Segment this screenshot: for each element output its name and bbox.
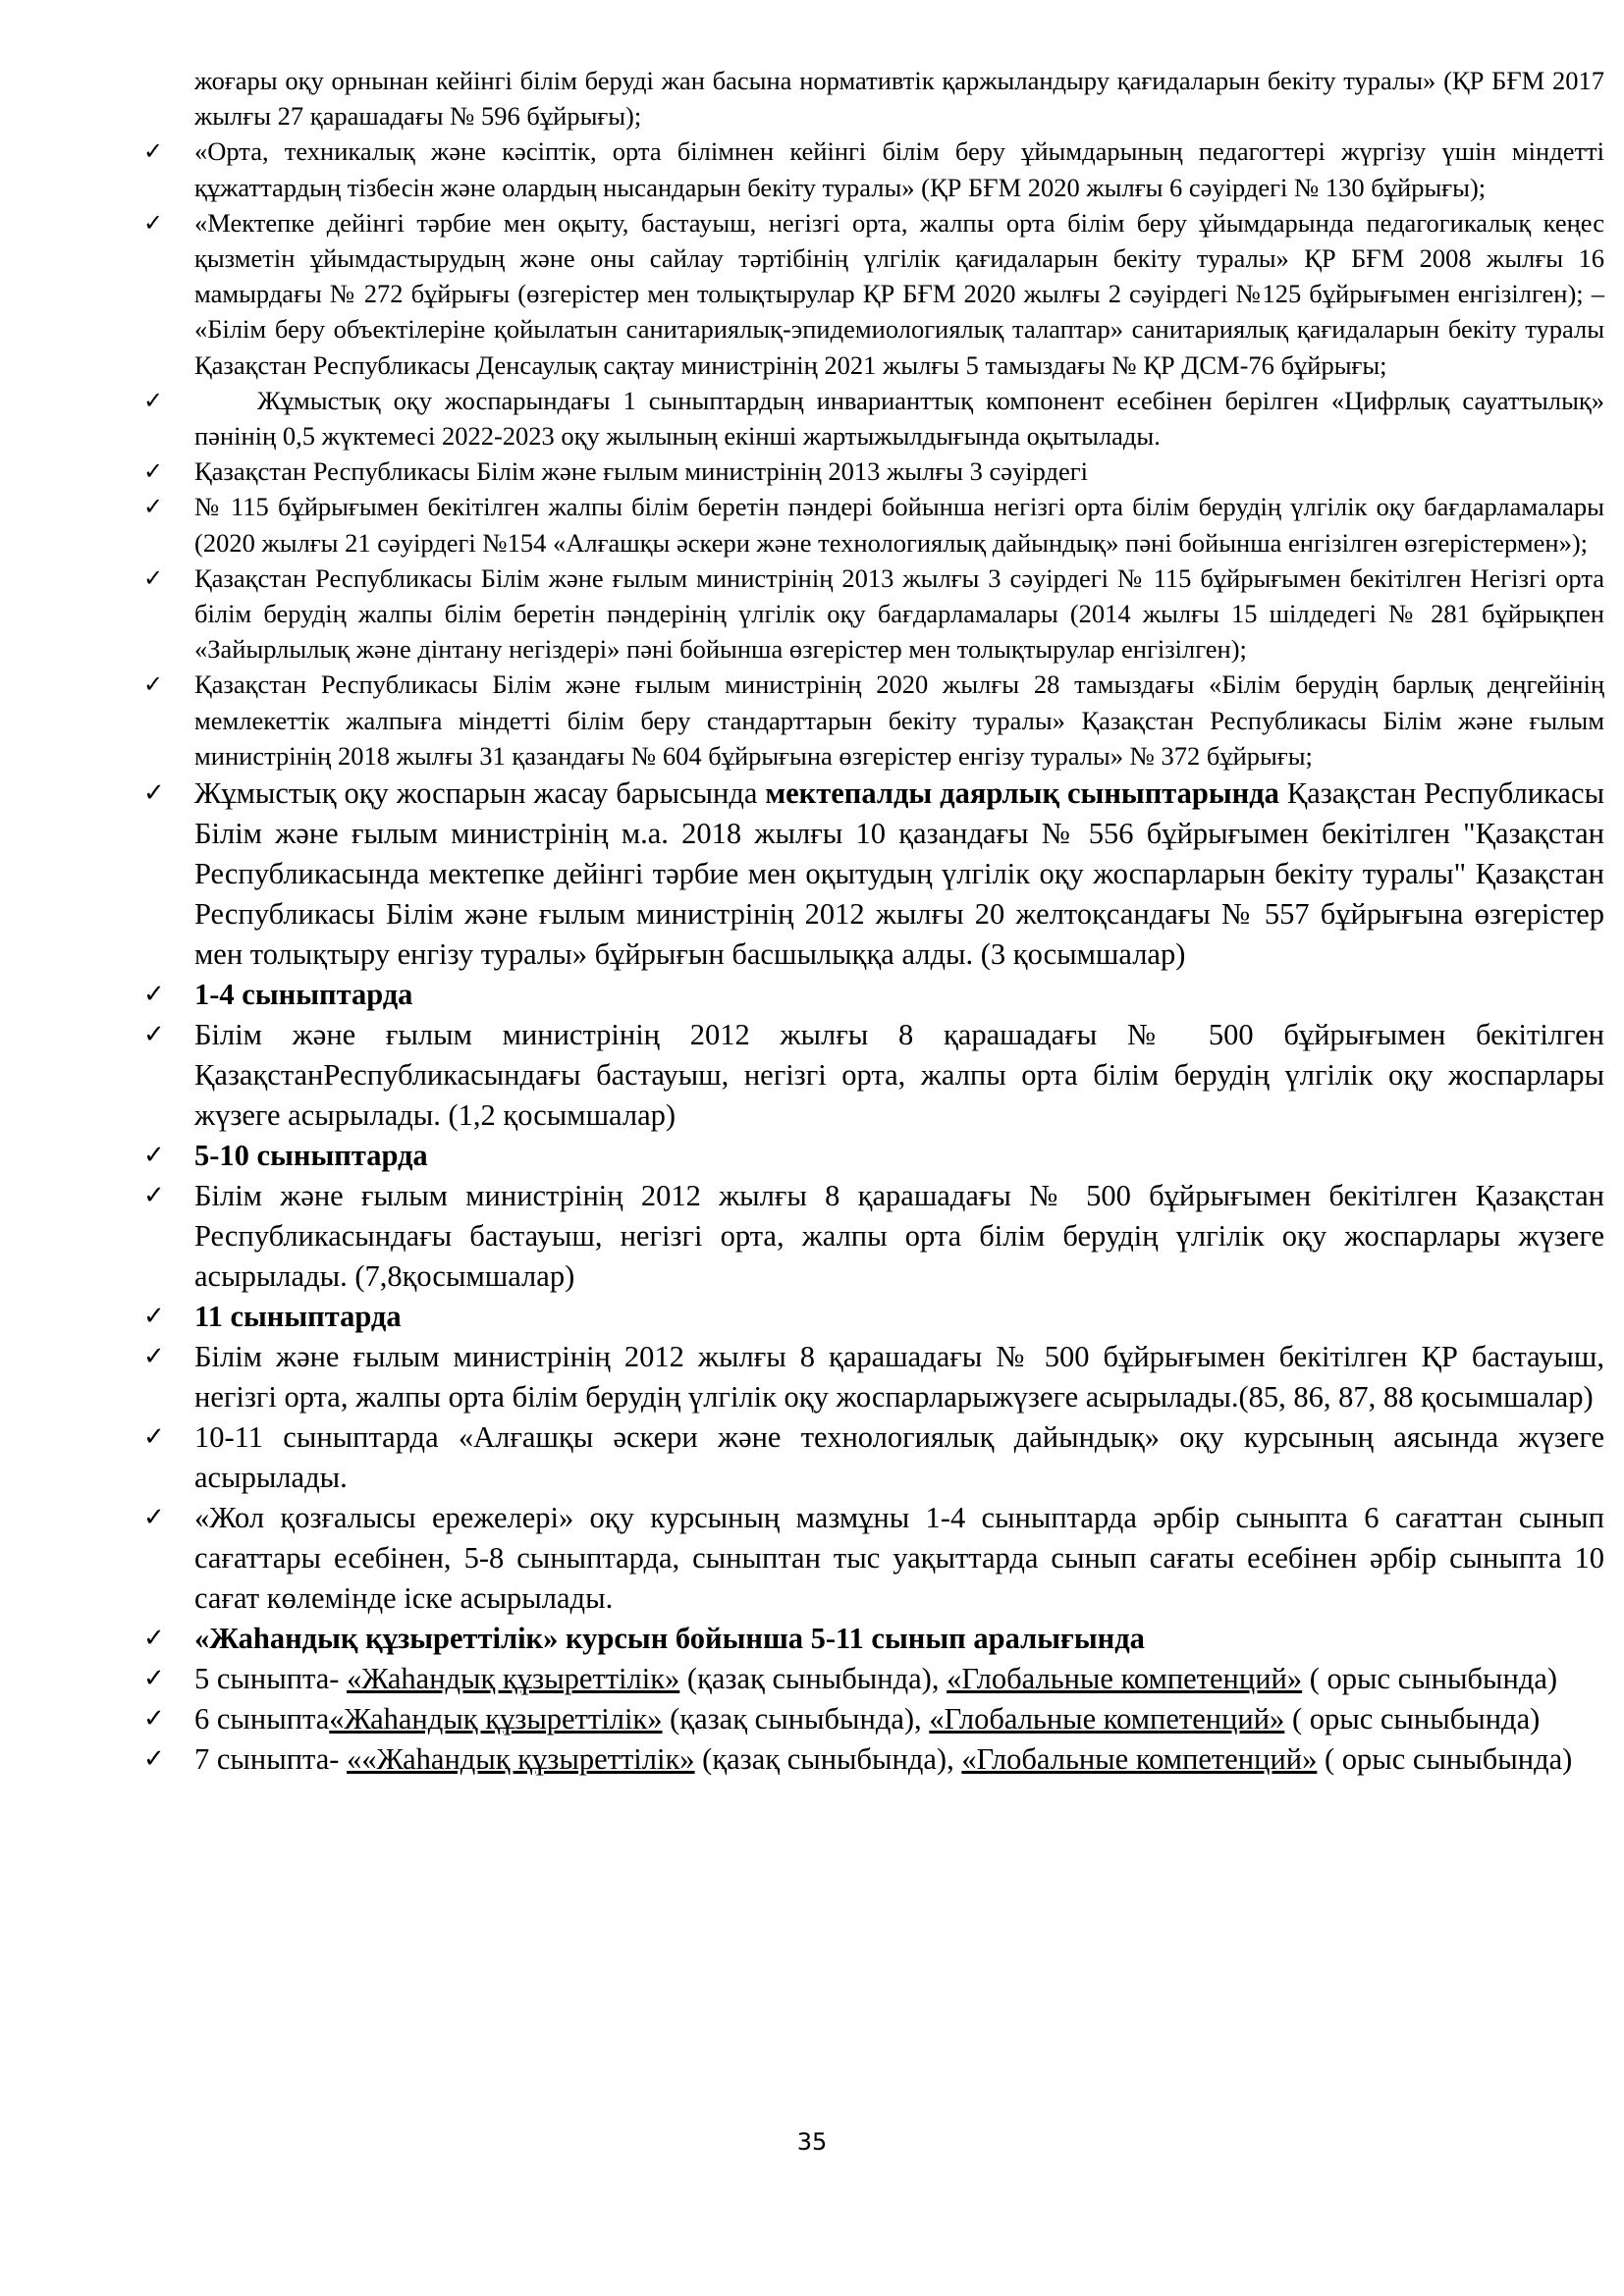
checkmark-icon: ✓: [143, 1704, 165, 1735]
list-item: [143, 561, 1604, 667]
hyperlink-russian-course[interactable]: «Глобальные компетенций»: [929, 1702, 1285, 1736]
list-item: [143, 774, 1605, 975]
checkmark-icon: ✓: [143, 778, 165, 809]
list-item: [143, 1176, 1604, 1297]
heading-text: «Жаһандық құзыреттілік» курсын бойынша 5-11 сынып аралығында: [194, 1622, 1145, 1656]
checkmark-icon: ✓: [143, 1503, 165, 1533]
section-heading: [143, 1136, 1604, 1176]
list-item-text: № 115 бұйрығымен бекітілген жалпы білім беретін пәндері бойынша негізгі орта білім берудің үлгілік оқу бағдарламалары (2020 жылғы 21 сәуірдегі №154 «Алғашқы әскери және технологиялық дайындық» пәні бойынша енгізілген өзгерістермен»);: [194, 492, 1604, 558]
list-item: [143, 133, 1604, 204]
section-heading: [143, 1619, 1604, 1659]
checkmark-icon: ✓: [143, 1664, 165, 1694]
checkmark-icon: ✓: [143, 1624, 165, 1654]
continuation-paragraph: [194, 63, 1604, 133]
hyperlink-kazakh-course[interactable]: «Жаһандық құзыреттілік»: [329, 1702, 663, 1736]
checkmark-icon: ✓: [143, 493, 164, 521]
hyperlink-kazakh-course[interactable]: «Жаһандық құзыреттілік»: [347, 1662, 680, 1696]
checkmark-icon: ✓: [143, 563, 164, 592]
list-item: [143, 1498, 1604, 1619]
list-item: [143, 1015, 1604, 1136]
checkmark-icon: ✓: [143, 980, 165, 1010]
checkmark-icon: ✓: [143, 208, 164, 237]
checkmark-icon: ✓: [143, 1302, 165, 1332]
list-item-text: Жұмыстық оқу жоспарындағы 1 сыныптардың инварианттық компонент есебінен берілген «Цифрлық сауаттылық» пәнінің 0,5 жүктемесі 2022-2023 оқу жылының екінші жартыжылдығында оқытылады.: [194, 385, 1604, 452]
bold-phrase: мектепалды даярлық сыныптарында: [765, 776, 1279, 811]
list-item-text: Білім және ғылым министрінің 2012 жылғы 8 қарашадағы № 500 бұйрығымен бекітілген ҚазақстанРеспубликасындағы бастауыш, негізгі орта, жалпы орта білім берудің үлгілік оқу жоспарлары жүзеге асырылады. (1,2 қосымшалар): [194, 1018, 1604, 1133]
section-heading: [143, 975, 1604, 1015]
list-item-text: (қазақ сыныбында),: [679, 1662, 947, 1696]
list-item: [143, 1417, 1604, 1498]
checkmark-icon: ✓: [143, 137, 164, 166]
list-item-text: Қазақстан Республикасы Білім және ғылым министрінің м.а. 2018 жылғы 10 қазандағы № 556 бұйрығымен бекітілген "Қазақстан Республикасында мектепке дейінгі тәрбие мен оқытудың үлгілік оқу жоспарларын бекіту туралы" Қазақстан Республикасы Білім және ғылым министрінің 2012 жылғы 20 желтоқсандағы № 557 бұйрығына өзгерістер мен толықтыру енгізу туралы» бұйрығын басшылыққа алды. (3 қосымшалар): [194, 776, 1605, 972]
list-item-text: Қазақстан Республикасы Білім және ғылым министрінің 2020 жылғы 28 тамыздағы «Білім берудің барлық деңгейінің мемлекеттік жалпыға міндетті білім беру стандарттарын бекіту туралы» Қазақстан Республикасы Білім және ғылым министрінің 2018 жылғы 31 қазандағы № 604 бұйрығына өзгерістер енгізу туралы» № 372 бұйрығы;: [194, 669, 1604, 771]
heading-text: 1-4 сыныптарда: [194, 978, 413, 1012]
hyperlink-russian-course[interactable]: «Глобальные компетенций»: [961, 1742, 1318, 1777]
list-item-text: «Жол қозғалысы ережелері» оқу курсының мазмұны 1-4 сыныптарда әрбір сыныпта 6 сағаттан сынып сағаттары есебінен, 5-8 сыныптарда, сыныптан тыс уақыттарда сынып сағаты есебінен әрбір сыныпта 10 сағат көлемінде іске асырылады.: [194, 1501, 1604, 1616]
checkmark-icon: ✓: [143, 1141, 165, 1171]
list-item-text: Білім және ғылым министрінің 2012 жылғы 8 қарашадағы № 500 бұйрығымен бекітілген Қазақстан Республикасындағы бастауыш, негізгі орта, жалпы орта білім берудің үлгілік оқу жоспарлары жүзеге асырылады. (7,8қосымшалар): [194, 1179, 1604, 1294]
section-heading: [143, 1297, 1604, 1337]
list-item: [143, 489, 1604, 560]
paragraph-text: жоғары оқу орнынан кейінгі білім беруді жан басына нормативтік қаржыландыру қағидаларын бекіту туралы» (ҚР БҒМ 2017 жылғы 27 қарашадағы № 596 бұйрығы);: [194, 66, 1604, 132]
list-item-text: (қазақ сыныбында),: [662, 1702, 930, 1736]
page-number: 35: [796, 2128, 828, 2156]
checkmark-icon: ✓: [143, 1744, 165, 1775]
list-item-text: ( орыс сыныбында): [1284, 1702, 1541, 1736]
document-body: [143, 63, 1605, 1780]
list-item-text: 6 сыныпта: [194, 1702, 330, 1736]
list-item-text: Білім және ғылым министрінің 2012 жылғы 8 қарашадағы № 500 бұйрығымен бекітілген ҚР бастауыш, негізгі орта, жалпы орта білім берудің үлгілік оқу жоспарларыжүзеге асырылады.(85, 86, 87, 88 қосымшалар): [194, 1340, 1604, 1415]
checkmark-icon: ✓: [143, 670, 164, 699]
list-item: [143, 383, 1604, 454]
list-item-text: Жұмыстық оқу жоспарын жасау барысында: [194, 776, 766, 811]
list-item-text: ( орыс сыныбында): [1317, 1742, 1573, 1777]
list-item-text: 5 сыныпта-: [194, 1662, 348, 1696]
list-item-text: «Мектепке дейінгі тәрбие мен оқыту, бастауыш, негізгі орта, жалпы орта білім беру ұйымдарында педагогикалық кеңес қызметін ұйымдастырудың және оны сайлау тәртібінің үлгілік қағидаларын бекіту туралы» ҚР БҒМ 2008 жылғы 16 мамырдағы № 272 бұйрығы (өзгерістер мен толықтырулар ҚР БҒМ 2020 жылғы 2 сәуірдегі №125 бұйрығымен енгізілген); – «Білім беру объектілеріне қойылатын санитариялық-эпидемиологиялық талаптар» санитариялық қағидаларын бекіту туралы Қазақстан Республикасы Денсаулық сақтау министрінің 2021 жылғы 5 тамыздағы № ҚР ДСМ-76 бұйрығы;: [194, 207, 1604, 380]
list-item-text: 7 сыныпта-: [194, 1742, 348, 1777]
checkmark-icon: ✓: [143, 457, 164, 486]
hyperlink-russian-course[interactable]: «Глобальные компетенций»: [947, 1662, 1303, 1696]
list-item-text: Қазақстан Республикасы Білім және ғылым министрінің 2013 жылғы 3 сәуірдегі № 115 бұйрығымен бекітілген Негізгі орта білім берудің жалпы білім беретін пәндерінің үлгілік оқу бағдарламалары (2014 жылғы 15 шілдедегі № 281 бұйрықпен «Зайырлылық және дінтану негіздері» пәні бойынша өзгерістер мен толықтырулар енгізілген);: [194, 562, 1604, 665]
list-item-text: ( орыс сыныбында): [1302, 1662, 1558, 1696]
hyperlink-kazakh-course[interactable]: ««Жаһандық құзыреттілік»: [347, 1742, 695, 1777]
checkmark-icon: ✓: [143, 386, 164, 414]
checkmark-icon: ✓: [143, 1020, 165, 1050]
checkmark-icon: ✓: [143, 1181, 165, 1211]
list-item: [143, 205, 1604, 383]
list-item-text: Қазақстан Республикасы Білім және ғылым министрінің 2013 жылғы 3 сәуірдегі: [194, 456, 1088, 487]
list-item: [143, 1337, 1604, 1417]
list-item-text: «Орта, техникалық және кәсіптік, орта білімнен кейінгі білім беру ұйымдарының педагогтері жүргізу үшін міндетті құжаттардың тізбесін және олардың нысандарын бекіту туралы» (ҚР БҒМ 2020 жылғы 6 сәуірдегі № 130 бұйрығы);: [194, 136, 1604, 202]
list-item: [143, 667, 1604, 774]
list-item: [143, 1739, 1604, 1780]
heading-text: 5-10 сыныптарда: [194, 1139, 428, 1173]
heading-text: 11 сыныптарда: [194, 1300, 402, 1334]
list-item: [143, 1699, 1604, 1739]
list-item-text: 10-11 сыныптарда «Алғашқы әскери және технологиялық дайындық» оқу курсының аясында жүзеге асырылады.: [194, 1420, 1604, 1495]
checkmark-icon: ✓: [143, 1342, 165, 1372]
list-item-text: (қазақ сыныбында),: [694, 1742, 962, 1777]
list-item: [143, 1659, 1604, 1699]
list-item: [143, 454, 1604, 489]
checkmark-icon: ✓: [143, 1422, 165, 1453]
